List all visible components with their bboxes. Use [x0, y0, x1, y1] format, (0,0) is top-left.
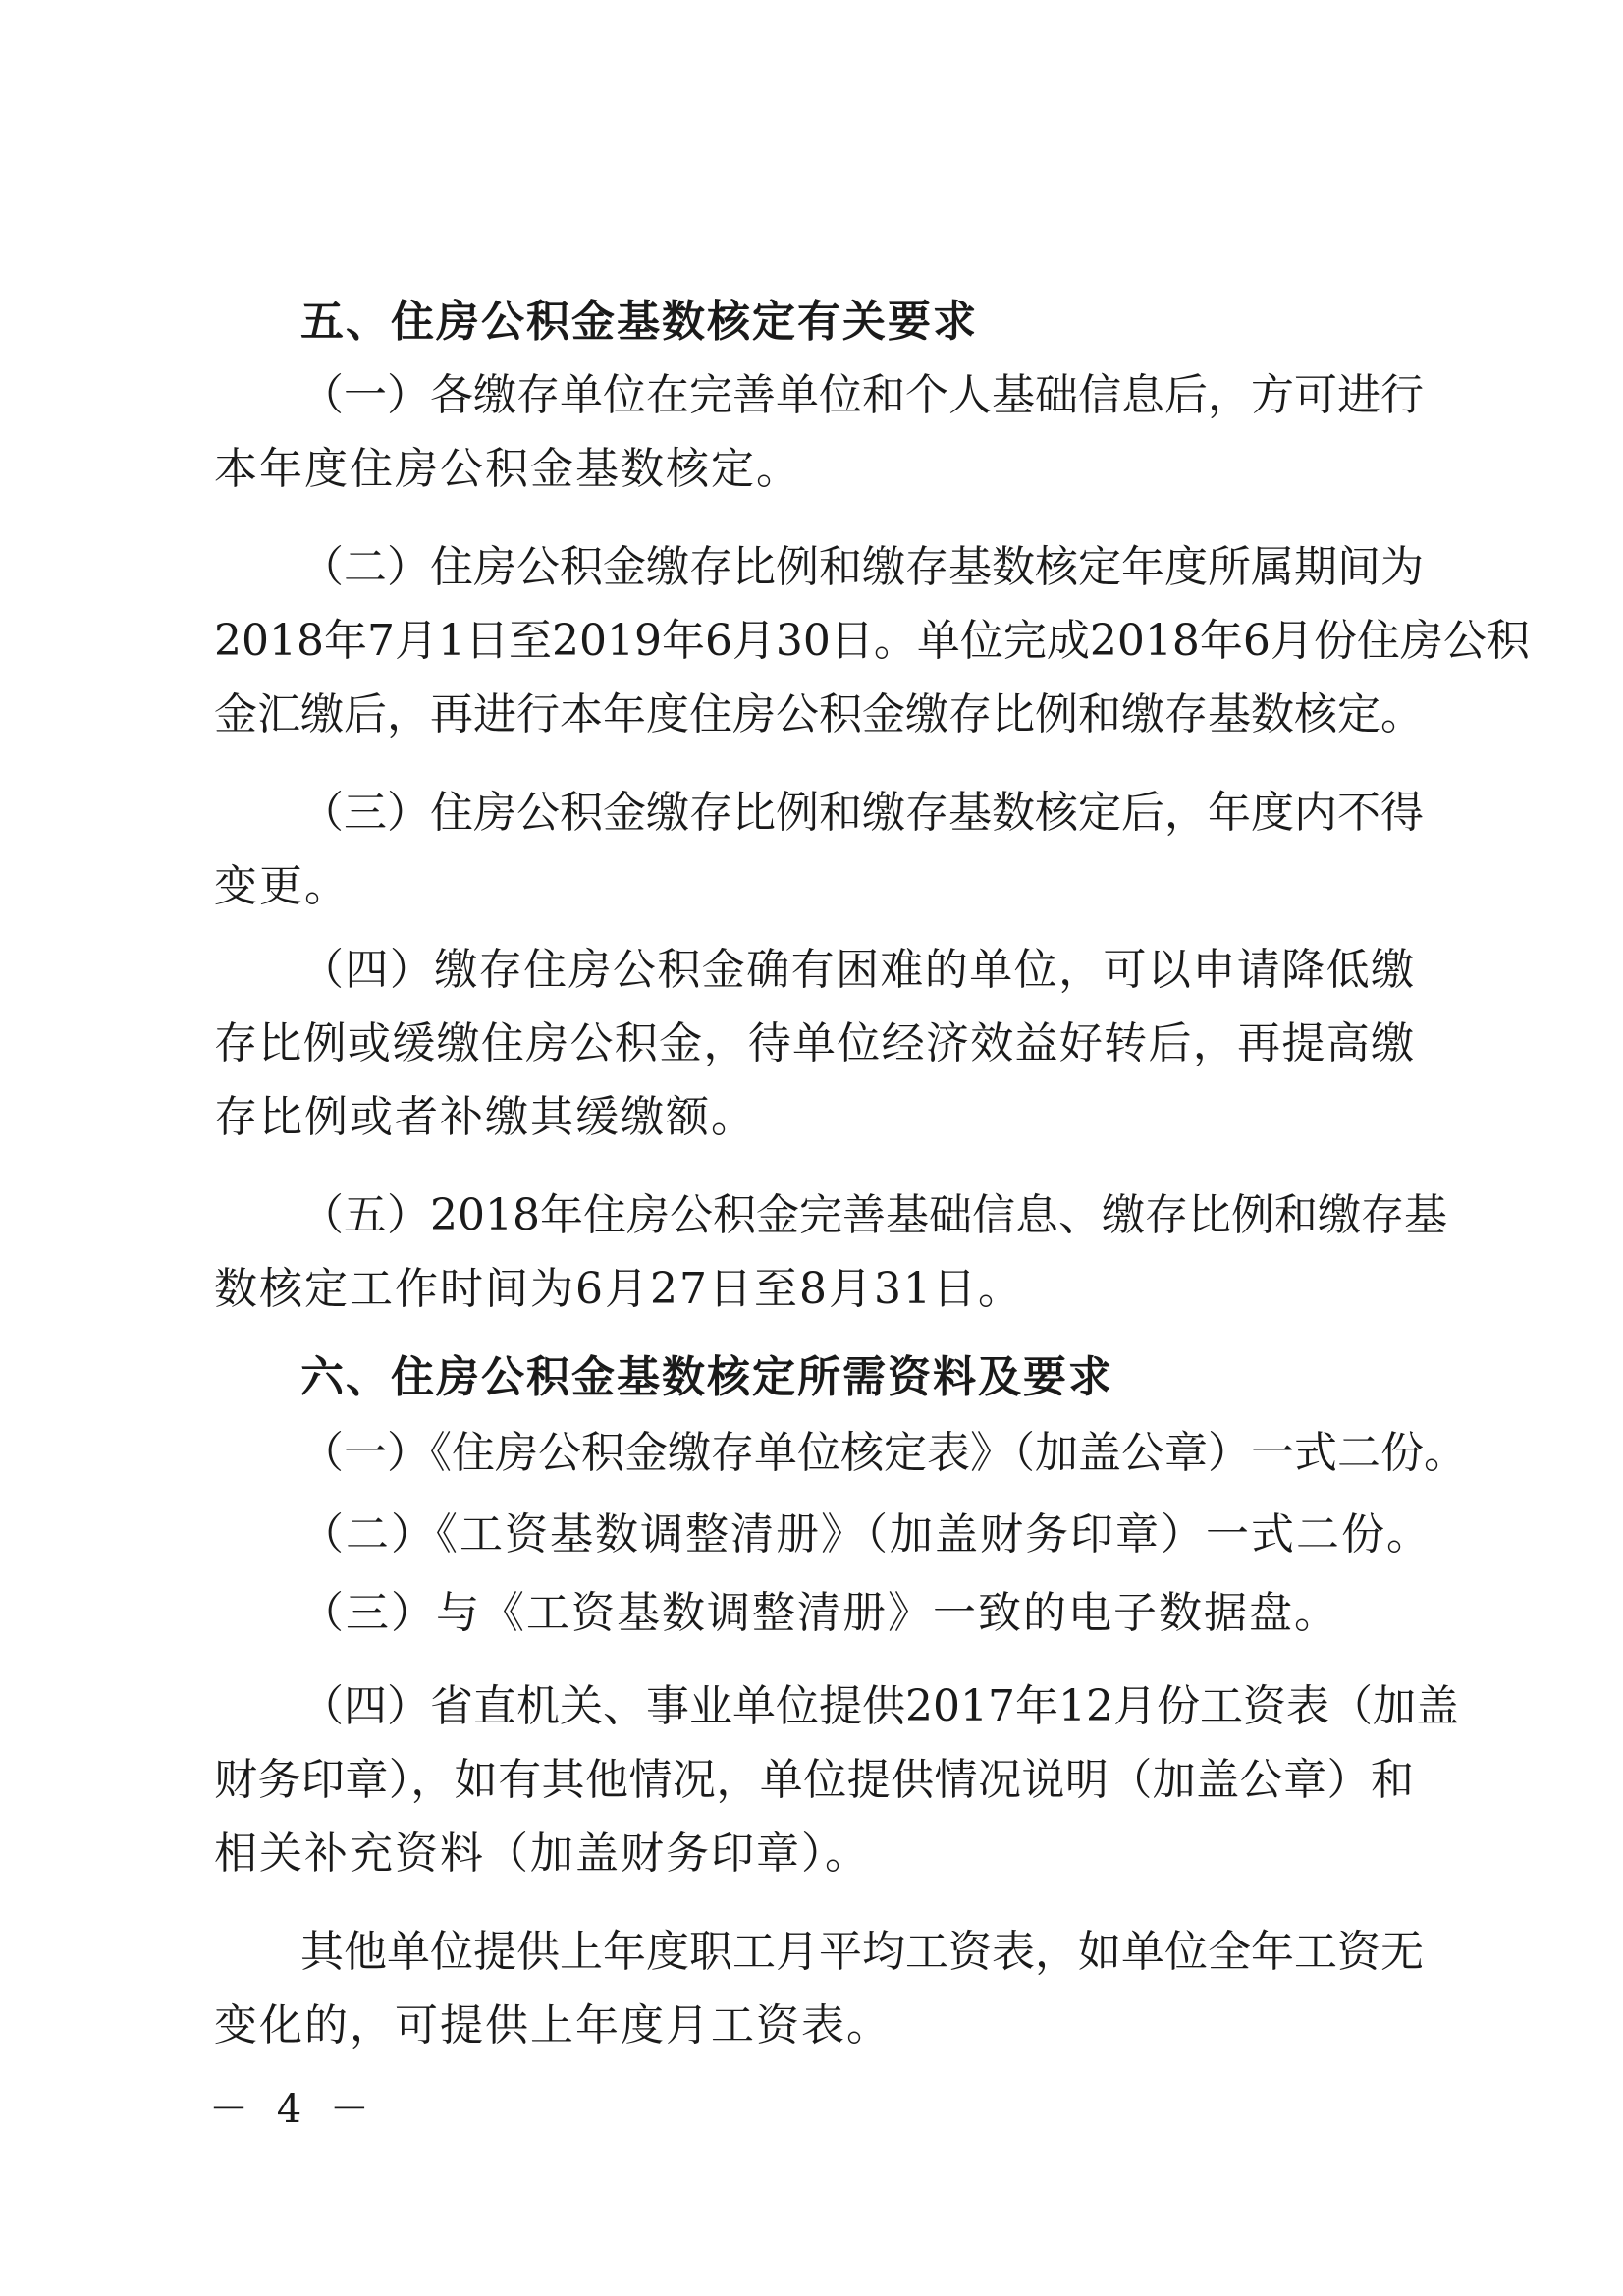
- text-line: 变化的，可提供上年度月工资表。: [214, 2000, 892, 2050]
- text-line: （一）各缴存单位在完善单位和个人基础信息后，方可进行: [300, 370, 1424, 420]
- text-line: 数核定工作时间为6月27日至8月31日。: [214, 1264, 1023, 1314]
- text-line: （三）住房公积金缴存比例和缴存基数核定后，年度内不得: [300, 788, 1424, 838]
- section-heading-6: 六、住房公积金基数核定所需资料及要求: [300, 1352, 1113, 1402]
- section-heading-5: 五、住房公积金基数核定有关要求: [300, 297, 978, 347]
- text-line: 金汇缴后，再进行本年度住房公积金缴存比例和缴存基数核定。: [214, 689, 1424, 739]
- text-line: 变更。: [214, 861, 350, 911]
- text-line: （一）《住房公积金缴存单位核定表》（加盖公章）一式二份。: [300, 1428, 1467, 1478]
- page-number: － 4 －: [209, 2087, 377, 2132]
- text-line: 存比例或者补缴其缓缴额。: [214, 1092, 756, 1142]
- text-line: 本年度住房公积金基数核定。: [214, 444, 801, 494]
- text-line: （四）缴存住房公积金确有困难的单位，可以申请降低缴: [300, 945, 1414, 995]
- text-line: （三）与《工资基数调整清册》一致的电子数据盘。: [300, 1588, 1339, 1638]
- text-line: 2018年7月1日至2019年6月30日。单位完成2018年6月份住房公积: [214, 616, 1530, 666]
- text-line: （四）省直机关、事业单位提供2017年12月份工资表（加盖: [300, 1681, 1459, 1731]
- text-line: （五）2018年住房公积金完善基础信息、缴存比例和缴存基: [300, 1190, 1447, 1240]
- text-line: 其他单位提供上年度职工月平均工资表，如单位全年工资无: [300, 1927, 1424, 1977]
- text-line: 相关补充资料（加盖财务印章）。: [214, 1829, 870, 1879]
- text-line: 财务印章），如有其他情况，单位提供情况说明（加盖公章）和: [214, 1755, 1414, 1805]
- text-line: 存比例或缓缴住房公积金，待单位经济效益好转后，再提高缴: [214, 1018, 1414, 1068]
- text-line: （二）《工资基数调整清册》（加盖财务印章）一式二份。: [300, 1509, 1432, 1559]
- text-line: （二）住房公积金缴存比例和缴存基数核定年度所属期间为: [300, 542, 1424, 592]
